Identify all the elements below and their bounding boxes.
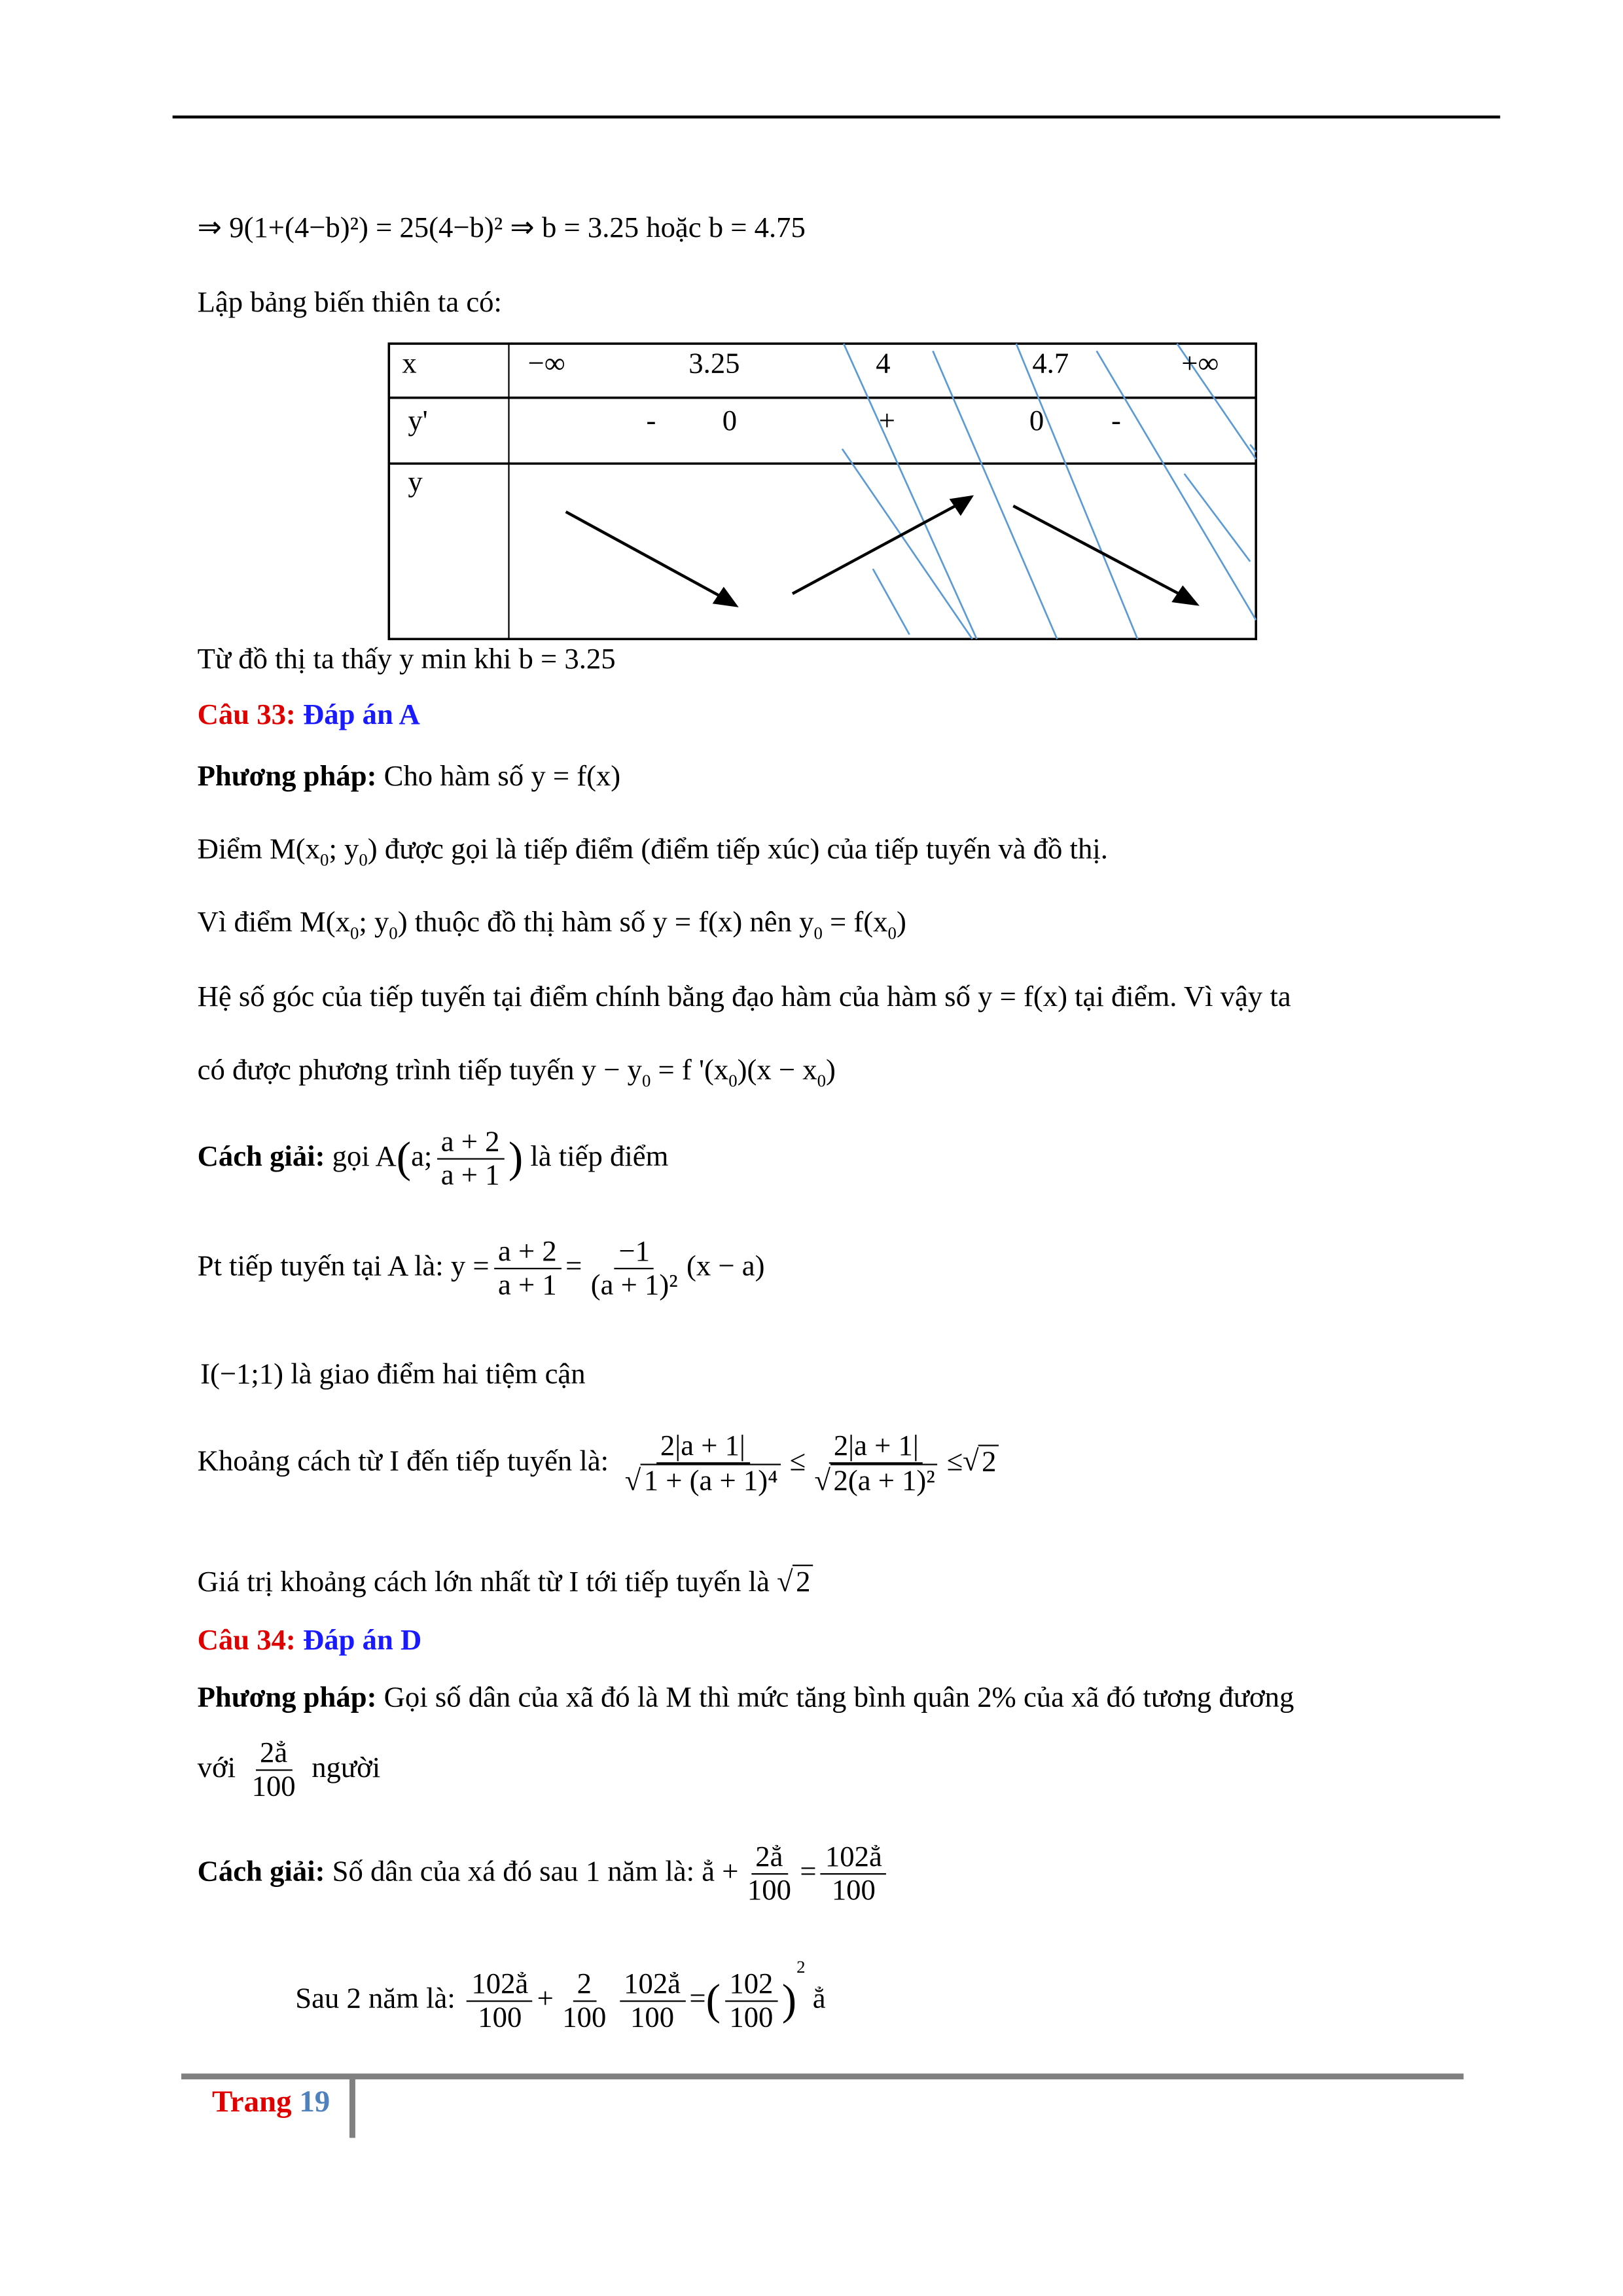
text: Số dân của xá đó sau 1 năm là: ẳ + <box>325 1856 739 1888</box>
solution-33: Cách giải: gọi A(a; $\frac{a + 2}{a + 1}$ ) là tiếp điểm <box>197 1126 669 1192</box>
arrows <box>566 497 1196 605</box>
fraction <box>467 1968 533 2034</box>
method-33 <box>198 761 621 794</box>
solution-34 <box>198 1841 891 1907</box>
tangent-equation <box>198 1054 836 1092</box>
row-label-y: y <box>408 466 423 499</box>
numerator: a + 2 <box>493 1236 561 1269</box>
subscript: 0 <box>641 1070 651 1091</box>
text: ) thuộc đồ thị hàm số y = f(x) nên y <box>397 906 814 939</box>
equals: = <box>800 1856 817 1888</box>
text: là tiếp điểm <box>523 1140 669 1174</box>
numerator: 102ẳ <box>467 1968 533 2001</box>
text: Sau 2 năm là: <box>295 1982 455 2015</box>
method-label: Phương pháp: <box>197 760 377 793</box>
subscript: 0 <box>813 922 823 944</box>
header-rule <box>173 116 1501 118</box>
denominator: 100 <box>831 1874 876 1907</box>
subscript: 0 <box>359 850 368 870</box>
fraction <box>247 1737 300 1803</box>
equals: = <box>689 1982 706 2015</box>
text: ; y <box>359 906 389 939</box>
text: ) <box>896 906 906 939</box>
table-grid <box>387 342 1259 642</box>
denominator: a + 1 <box>440 1159 500 1192</box>
fraction <box>437 1126 504 1192</box>
page-number <box>212 2084 330 2121</box>
after-two-years: Sau 2 năm là: $\frac{\text{102ẳ}}{100}$ + $\frac{2}{100}$ $\frac{\text{102ẳ}}{100}$ =( $\frac{102}{100}$ )$^2$ ẳ <box>295 1956 826 2034</box>
numerator: 2 <box>573 1968 596 2001</box>
fraction: $\frac{2|a + 1|}{\text{√ 2(a + 1)²}}$ <box>810 1430 942 1498</box>
subscript: 0 <box>728 1070 738 1091</box>
text: ) được gọi là tiếp điểm (điểm tiếp xúc) của tiếp tuyến và đồ thị. <box>367 833 1108 866</box>
fraction <box>743 1841 795 1907</box>
x-value: +∞ <box>1181 348 1219 380</box>
distance-inequality: Khoảng cách từ I đến tiếp tuyến là: $\frac{2|a + 1|}{\text{√ 1 + (a + 1)⁴}}$ ≤ $\frac{2|a + 1|}{\text{√ 2(a + 1)²}}$ ≤√ 2 <box>198 1430 999 1498</box>
numerator: 102ẳ <box>821 1841 886 1874</box>
text: (x − a) <box>687 1250 765 1283</box>
denominator: 100 <box>251 1770 296 1803</box>
method-label: Phương pháp: <box>197 1681 377 1714</box>
x-value: 3.25 <box>688 348 740 380</box>
or-text: hoặc <box>646 211 702 245</box>
numerator: 2|a + 1| <box>829 1430 923 1463</box>
denominator: a + 1 <box>497 1269 557 1302</box>
method-text: Gọi số dân của xã đó là M thì mức tăng bình quân 2% của xã đó tương đương <box>376 1681 1294 1714</box>
numerator: 2ẳ <box>255 1737 292 1770</box>
equation-line <box>198 209 806 245</box>
le-sign: ≤ <box>789 1445 806 1478</box>
x-value: 4 <box>876 348 891 380</box>
point-on-graph <box>198 906 906 944</box>
x-value: 4.7 <box>1032 348 1069 380</box>
exponent: 2 <box>796 1956 806 1977</box>
subscript: 0 <box>349 922 359 944</box>
text: ẳ <box>812 1982 826 2015</box>
page-num: 19 <box>299 2083 330 2119</box>
equation: ⇒ 9(1+(4−b)²) = 25(4−b)² ⇒ b = 3.25 <box>197 211 639 245</box>
text: Khoảng cách từ I đến tiếp tuyến là: <box>197 1445 609 1478</box>
footer-rule <box>181 2073 1463 2079</box>
text: Vì điểm M(x <box>197 906 350 939</box>
footer-divider <box>349 2077 355 2138</box>
text: Giá trị khoảng cách lớn nhất từ I tới tiếp tuyến là <box>197 1566 770 1598</box>
denominator: 1 + (a + 1)⁴ <box>641 1463 781 1497</box>
y-prime-sign: + <box>878 404 895 438</box>
denominator: 100 <box>562 2001 607 2034</box>
numerator: a + 2 <box>437 1126 504 1159</box>
fraction <box>558 1968 611 2034</box>
subscript: 0 <box>320 850 329 870</box>
text: )(x − x <box>737 1054 817 1087</box>
question-34-heading <box>198 1624 422 1658</box>
text: = f '(x <box>651 1054 729 1087</box>
text: người <box>312 1751 381 1784</box>
row-label-y-prime: y' <box>408 404 428 438</box>
le-sign: ≤ <box>946 1445 963 1478</box>
row-label-x: x <box>402 348 417 380</box>
fraction <box>493 1236 561 1302</box>
plus: + <box>537 1982 554 2015</box>
denominator: 100 <box>747 1874 791 1907</box>
equals: = <box>565 1250 582 1283</box>
method-text: Cho hàm số y = f(x) <box>376 760 621 793</box>
fraction <box>619 1968 685 2034</box>
point-definition <box>198 833 1108 871</box>
y-prime-value: 0 <box>722 404 738 438</box>
denominator: 100 <box>630 2001 675 2034</box>
hatch-lines <box>842 344 1256 639</box>
numerator: 102 <box>725 1968 777 2001</box>
x-value: −∞ <box>527 348 565 380</box>
sqrt-value: 2 <box>979 1444 999 1479</box>
arrow-down-1 <box>566 512 724 598</box>
denominator: 100 <box>478 2001 522 2034</box>
solution-label: Cách giải: <box>197 1140 325 1174</box>
text: ; y <box>329 833 359 866</box>
tangent-at-A <box>198 1236 765 1302</box>
arrow-down-2 <box>1013 506 1184 597</box>
question-label: Câu 33: <box>197 698 296 732</box>
conclusion-text: Từ đồ thị ta thấy y min khi b = 3.25 <box>197 643 616 676</box>
table-intro: Lập bảng biến thiên ta có: <box>197 286 502 319</box>
numerator: 2|a + 1| <box>656 1430 749 1463</box>
numerator: −1 <box>615 1236 654 1269</box>
text: Điểm M(x <box>197 833 321 866</box>
equation-result: b = 4.75 <box>708 211 806 245</box>
denominator: 100 <box>729 2001 774 2034</box>
question-label: Câu 34: <box>197 1624 296 1657</box>
equivalent-line <box>198 1737 381 1803</box>
answer-label: Đáp án D <box>303 1624 422 1657</box>
page-label: Trang <box>211 2083 292 2119</box>
sqrt-value: 2 <box>793 1565 813 1600</box>
text: a; <box>411 1140 433 1174</box>
text: Pt tiếp tuyến tại A là: y = <box>197 1250 490 1283</box>
max-distance: Giá trị khoảng cách lớn nhất từ I tới tiếp tuyến là √ 2 <box>198 1565 813 1600</box>
text: = f(x <box>822 906 888 939</box>
intersection-text: I(−1;1) là giao điểm hai tiệm cận <box>200 1358 586 1391</box>
fraction <box>821 1841 886 1907</box>
slope-text: Hệ số góc của tiếp tuyến tại điểm chính bằng đạo hàm của hàm số y = f(x) tại điểm. Vì vậy ta <box>197 981 1291 1014</box>
subscript: 0 <box>817 1070 827 1091</box>
text: có được phương trình tiếp tuyến y − y <box>197 1054 642 1087</box>
denominator: 2(a + 1)² <box>830 1463 938 1497</box>
subscript: 0 <box>389 922 398 944</box>
subscript: 0 <box>887 922 897 944</box>
y-prime-value: 0 <box>1029 404 1044 438</box>
question-33-heading <box>198 699 420 732</box>
method-34 <box>198 1681 1294 1715</box>
denominator: (a + 1)² <box>590 1269 678 1302</box>
text: gọi A <box>325 1140 397 1174</box>
solution-label: Cách giải: <box>197 1856 325 1888</box>
numerator: 102ẳ <box>619 1968 685 2001</box>
fraction <box>725 1968 777 2034</box>
fraction: $\frac{2|a + 1|}{\text{√ 1 + (a + 1)⁴}}$ <box>620 1430 785 1498</box>
text: với <box>197 1751 236 1784</box>
text: ) <box>826 1054 836 1087</box>
y-prime-sign: - <box>646 404 656 438</box>
numerator: 2ẳ <box>751 1841 788 1874</box>
y-prime-sign: - <box>1111 404 1121 438</box>
fraction <box>586 1236 682 1302</box>
answer-label: Đáp án A <box>303 698 420 732</box>
